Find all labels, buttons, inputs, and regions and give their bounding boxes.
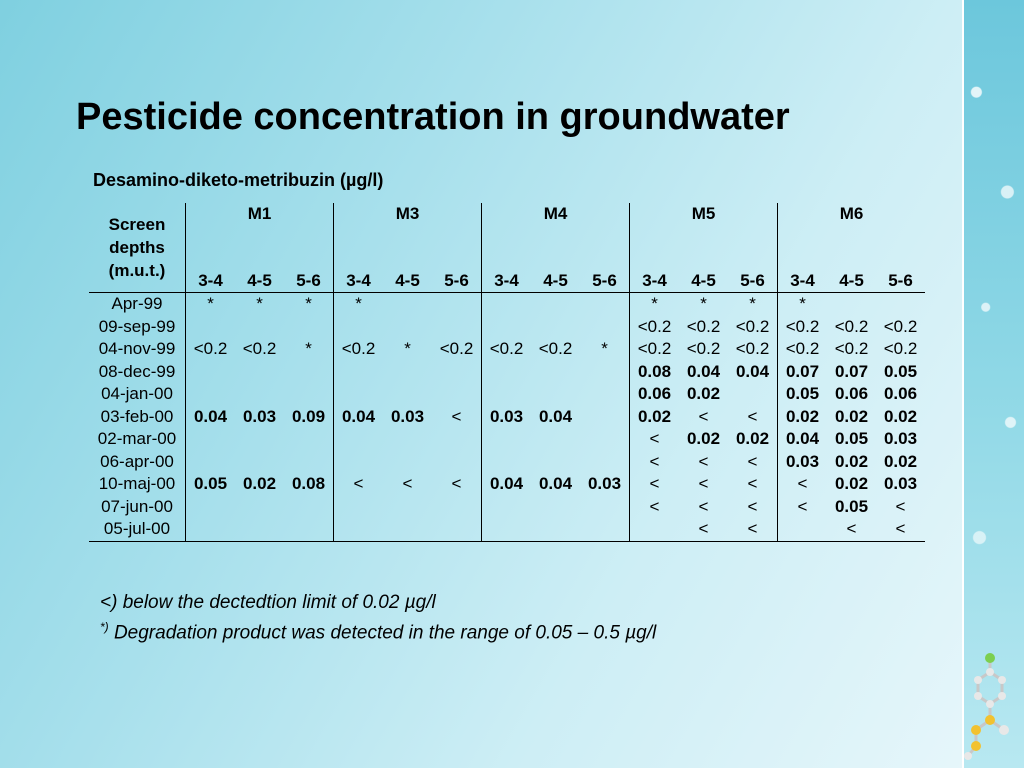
table-cell <box>482 428 532 451</box>
table-cell: 0.06 <box>834 384 869 404</box>
table-row <box>89 406 925 429</box>
table-cell: * <box>601 339 608 359</box>
table-cell <box>432 451 482 474</box>
table-cell <box>827 293 876 316</box>
table-cell: 0.03 <box>883 429 918 449</box>
table-cell: 0.04 <box>686 361 721 381</box>
table-cell <box>482 361 532 384</box>
depth-header: 4-5 <box>827 270 876 293</box>
table-cell <box>235 496 284 519</box>
table-cell: < <box>679 518 728 541</box>
table-cell <box>186 518 236 541</box>
table-row <box>89 383 925 406</box>
table-cell: <0.2 <box>439 339 474 359</box>
table-cell <box>235 428 284 451</box>
footnotes <box>100 590 656 645</box>
header-row-depths <box>89 270 925 293</box>
table-cell <box>235 316 284 339</box>
screen-depth-header <box>89 203 186 293</box>
table-cell <box>186 428 236 451</box>
table-cell: <0.2 <box>834 339 869 359</box>
table-cell <box>383 451 432 474</box>
table-cell: < <box>747 451 758 471</box>
header-spacer-cell <box>482 226 532 270</box>
table-cell: < <box>778 496 828 519</box>
table-cell <box>334 428 384 451</box>
table-cell: * <box>186 293 236 316</box>
table-cell: 0.02 <box>778 406 828 429</box>
table-cell: 0.02 <box>834 406 869 426</box>
row-date: 08-dec-99 <box>98 361 176 381</box>
table-cell: <0.2 <box>482 338 532 361</box>
table-cell: 0.02 <box>834 474 869 494</box>
row-date: 02-mar-00 <box>97 429 177 449</box>
table-cell <box>482 451 532 474</box>
table-cell: 0.05 <box>778 383 828 406</box>
table-cell: <0.2 <box>735 316 770 336</box>
table-cell <box>383 316 432 339</box>
table-cell: <0.2 <box>778 338 828 361</box>
table-cell <box>531 361 580 384</box>
table-cell: 0.03 <box>390 406 425 426</box>
table-cell: < <box>778 473 828 496</box>
table-cell: <0.2 <box>686 339 721 359</box>
table-cell: < <box>876 518 925 541</box>
header-spacer-cell <box>580 226 630 270</box>
depth-header: 5-6 <box>580 270 630 293</box>
depth-header: 3-4 <box>334 270 384 293</box>
table-cell: 0.03 <box>242 406 277 426</box>
table-cell <box>284 518 334 541</box>
table-cell: < <box>728 518 778 541</box>
table-cell: * <box>630 293 680 316</box>
table-cell <box>432 518 482 541</box>
table-cell: 0.02 <box>834 451 869 471</box>
table-cell <box>482 496 532 519</box>
screen-header-line: (m.u.t.) <box>108 261 166 280</box>
row-date: 03-feb-00 <box>100 406 174 426</box>
table-cell <box>778 518 828 541</box>
site-header: M1 <box>186 203 334 226</box>
table-cell <box>334 518 384 541</box>
table-cell: <0.2 <box>186 338 236 361</box>
table-cell: < <box>698 451 709 471</box>
depth-header: 3-4 <box>482 270 532 293</box>
table-cell: < <box>698 496 709 516</box>
table-cell: 0.09 <box>291 406 326 426</box>
screen-header-line: depths <box>109 238 165 257</box>
table-cell <box>580 451 630 474</box>
table-cell <box>482 383 532 406</box>
header-spacer-cell <box>383 226 432 270</box>
table-cell <box>284 451 334 474</box>
table-cell: < <box>630 451 680 474</box>
table-cell: 0.03 <box>587 474 622 494</box>
site-header: M6 <box>778 203 926 226</box>
header-spacer-cell <box>235 226 284 270</box>
depth-header: 4-5 <box>679 270 728 293</box>
table-cell <box>531 451 580 474</box>
table-cell <box>284 428 334 451</box>
table-cell: 0.04 <box>482 473 532 496</box>
row-date: 06-apr-00 <box>100 451 174 471</box>
table-cell: 0.05 <box>883 361 918 381</box>
header-spacer-cell <box>630 226 680 270</box>
table-cell: 0.02 <box>686 384 721 404</box>
header-spacer-cell <box>728 226 778 270</box>
table-cell: 0.02 <box>242 474 277 494</box>
table-cell: * <box>404 339 411 359</box>
table-cell: * <box>749 294 756 314</box>
header-spacer-cell <box>827 226 876 270</box>
table-cell <box>284 496 334 519</box>
table-cell <box>432 383 482 406</box>
table-cell: < <box>402 474 413 494</box>
table-cell <box>580 428 630 451</box>
table-cell: < <box>698 406 709 426</box>
table-cell: * <box>305 294 312 314</box>
header-spacer-cell <box>876 226 925 270</box>
table-cell <box>432 293 482 316</box>
table-cell: 0.05 <box>834 496 869 516</box>
table-cell <box>580 316 630 339</box>
table-cell: <0.2 <box>242 339 277 359</box>
table-cell: 0.04 <box>735 361 770 381</box>
table-cell: 0.05 <box>186 473 236 496</box>
table-cell <box>531 496 580 519</box>
table-cell <box>334 316 384 339</box>
site-header: M3 <box>334 203 482 226</box>
footnote-degradation <box>100 615 656 645</box>
depth-header: 4-5 <box>531 270 580 293</box>
table-cell: 0.04 <box>538 474 573 494</box>
table-cell: < <box>451 406 462 426</box>
table-cell <box>284 316 334 339</box>
table-cell: 0.04 <box>538 406 573 426</box>
table-cell: < <box>747 496 758 516</box>
table-cell: <0.2 <box>630 316 680 339</box>
table-cell <box>432 496 482 519</box>
depth-header: 5-6 <box>432 270 482 293</box>
table-cell <box>432 316 482 339</box>
table-cell: 0.02 <box>883 406 918 426</box>
table-cell <box>580 361 630 384</box>
table-cell: < <box>747 406 758 426</box>
table-cell: * <box>256 294 263 314</box>
table-cell: * <box>305 339 312 359</box>
footnote-degradation-text: Degradation product was detected in the range of 0.05 – 0.5 µg/l <box>108 622 657 644</box>
table-cell <box>186 451 236 474</box>
table-cell: 0.06 <box>630 383 680 406</box>
table-cell <box>383 496 432 519</box>
table-cell: 0.07 <box>834 361 869 381</box>
table-cell <box>482 293 532 316</box>
table-cell <box>580 293 630 316</box>
molecule-icon <box>960 650 1024 768</box>
table-cell: 0.04 <box>334 406 384 429</box>
table-cell <box>482 518 532 541</box>
table-row <box>89 338 925 361</box>
table-cell: 0.05 <box>834 429 869 449</box>
depth-header: 5-6 <box>284 270 334 293</box>
header-spacer-cell <box>334 226 384 270</box>
table-cell: 0.02 <box>630 406 680 429</box>
table-row <box>89 428 925 451</box>
table-cell <box>383 383 432 406</box>
header-spacer-cell <box>284 226 334 270</box>
table-cell <box>284 361 334 384</box>
row-date: 07-jun-00 <box>101 496 173 516</box>
table-row <box>89 316 925 339</box>
table-subtitle: Desamino-diketo-metribuzin (µg/l) <box>93 170 384 190</box>
table-cell <box>531 316 580 339</box>
depth-header: 3-4 <box>778 270 828 293</box>
site-header: M5 <box>630 203 778 226</box>
table-cell <box>235 383 284 406</box>
table-cell <box>728 383 778 406</box>
table-cell <box>383 428 432 451</box>
table-row <box>89 496 925 519</box>
table-cell <box>580 383 630 406</box>
table-cell <box>630 518 680 541</box>
row-date: Apr-99 <box>111 294 163 314</box>
table-cell: 0.02 <box>686 429 721 449</box>
table-cell: 0.04 <box>186 406 236 429</box>
table-cell: <0.2 <box>334 338 384 361</box>
depth-header: 3-4 <box>630 270 680 293</box>
table-cell <box>186 496 236 519</box>
page-title: Pesticide concentration in groundwater <box>76 96 790 138</box>
table-cell: <0.2 <box>883 316 918 336</box>
table-cell: <0.2 <box>538 339 573 359</box>
table-cell: <0.2 <box>778 316 828 339</box>
table-cell: 0.07 <box>778 361 828 384</box>
table-cell: 0.03 <box>778 451 828 474</box>
table-cell <box>580 496 630 519</box>
table-cell: * <box>778 293 828 316</box>
table-cell <box>876 293 925 316</box>
row-date: 04-nov-99 <box>98 339 176 359</box>
table-cell: 0.04 <box>778 428 828 451</box>
table-cell: < <box>895 496 906 516</box>
table-cell <box>383 361 432 384</box>
table-cell <box>235 361 284 384</box>
table-cell: <0.2 <box>735 339 770 359</box>
table-cell <box>531 383 580 406</box>
table-row <box>89 518 925 541</box>
table-cell <box>531 428 580 451</box>
row-date: 09-sep-99 <box>98 316 176 336</box>
table-cell: < <box>630 428 680 451</box>
table-cell: 0.06 <box>883 384 918 404</box>
header-spacer-cell <box>778 226 828 270</box>
table-cell: 0.03 <box>883 474 918 494</box>
table-cell <box>432 361 482 384</box>
table-cell: < <box>334 473 384 496</box>
table-cell <box>383 293 432 316</box>
concentration-table <box>89 203 925 542</box>
header-spacer-cell <box>679 226 728 270</box>
depth-header: 4-5 <box>235 270 284 293</box>
table-row <box>89 473 925 496</box>
depth-header: 4-5 <box>383 270 432 293</box>
table-row <box>89 361 925 384</box>
table-cell <box>482 316 532 339</box>
row-date: 10-maj-00 <box>98 474 176 494</box>
table-cell: <0.2 <box>630 338 680 361</box>
table-cell <box>580 406 630 429</box>
footnote-marker: *) <box>100 620 109 634</box>
row-date: 04-jan-00 <box>101 384 173 404</box>
header-spacer-cell <box>432 226 482 270</box>
table-cell <box>235 518 284 541</box>
footnote-detection-limit: <) below the dectedtion limit of 0.02 µg/l <box>100 592 436 613</box>
header-spacer-cell <box>531 226 580 270</box>
table-cell: < <box>698 474 709 494</box>
table-cell: < <box>827 518 876 541</box>
row-date: 05-jul-00 <box>89 518 186 541</box>
header-row-spacer <box>89 226 925 270</box>
header-spacer-cell <box>186 226 236 270</box>
table-cell: * <box>700 294 707 314</box>
table-cell: 0.08 <box>291 474 326 494</box>
site-header: M4 <box>482 203 630 226</box>
depth-header: 3-4 <box>186 270 236 293</box>
table-cell <box>432 428 482 451</box>
table-cell: 0.08 <box>630 361 680 384</box>
table-cell <box>334 451 384 474</box>
depth-header: 5-6 <box>728 270 778 293</box>
table-cell: 0.03 <box>482 406 532 429</box>
table-cell <box>186 361 236 384</box>
table-cell: <0.2 <box>834 316 869 336</box>
depth-header: 5-6 <box>876 270 925 293</box>
table-cell <box>334 383 384 406</box>
table-row <box>89 293 925 316</box>
table-cell: * <box>334 293 384 316</box>
table-cell: <0.2 <box>686 316 721 336</box>
table-cell <box>531 293 580 316</box>
table-cell: < <box>630 496 680 519</box>
table-row <box>89 451 925 474</box>
table-cell <box>186 383 236 406</box>
table-cell: 0.02 <box>883 451 918 471</box>
table-cell <box>186 316 236 339</box>
screen-header-line: Screen <box>108 215 166 234</box>
table-cell <box>383 518 432 541</box>
table-cell: 0.02 <box>735 429 770 449</box>
table-cell <box>334 361 384 384</box>
table-cell <box>531 518 580 541</box>
header-row-sites <box>89 203 925 226</box>
table-cell: < <box>451 474 462 494</box>
table-cell <box>334 496 384 519</box>
table-cell: < <box>630 473 680 496</box>
table-cell <box>235 451 284 474</box>
table-cell <box>580 518 630 541</box>
table-cell: <0.2 <box>883 339 918 359</box>
table-cell: < <box>747 474 758 494</box>
table-cell <box>284 383 334 406</box>
